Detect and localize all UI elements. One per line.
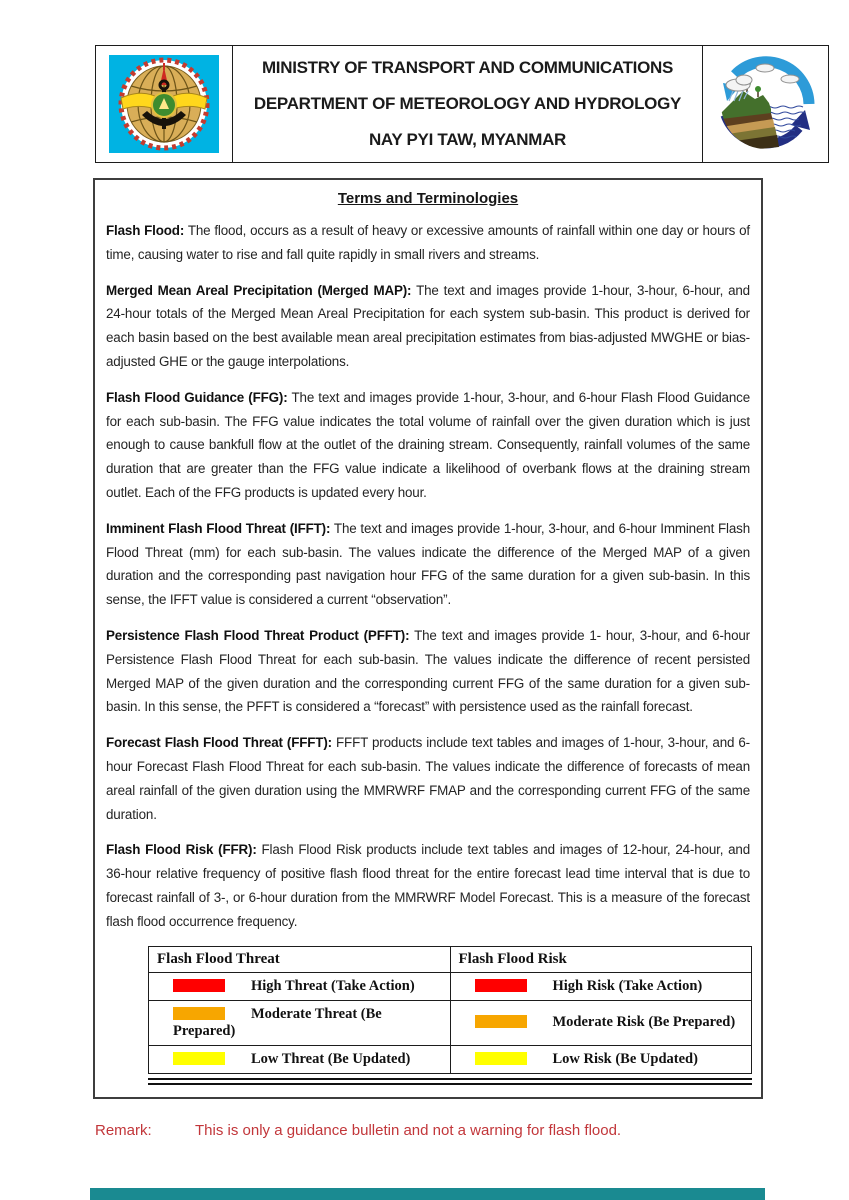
legend-table (148, 946, 752, 1074)
term-name: Merged Mean Areal Precipitation (Merged MAP): (106, 282, 412, 298)
city-line: NAY PYI TAW, MYANMAR (368, 130, 567, 149)
footer-bar (90, 1188, 765, 1200)
legend-label: High Risk (Take Action) (552, 977, 703, 994)
remark-line (95, 1122, 621, 1139)
legend-label: High Threat (Take Action) (251, 977, 415, 994)
term-paragraph-merged-map (106, 279, 750, 374)
term-definition: FFFT products include text tables and images of 1-hour, 3-hour, and 6-hour Forecast Flash Flood Threat for each sub-basin. The values indicate the difference of forecasts of mean areal rainfall of the given duration using the MMRWRF FMAP and the corresponding current FFG of the same duration. (106, 735, 750, 822)
legend-label: Moderate Threat (Be Prepared) (173, 1005, 382, 1039)
hydrology-cycle-icon (713, 55, 819, 153)
high-risk-color-swatch (475, 979, 527, 992)
term-name: Flash Flood: (106, 223, 185, 238)
ministry-logo-cell (96, 46, 233, 162)
table-bottom-rule (148, 1078, 752, 1085)
dmh-emblem-icon (109, 55, 219, 153)
term-definition: The text and images provide 1-hour, 3-hour, and 6-hour Imminent Flash Flood Threat (mm) for each sub-basin. The values indicate the difference of the Merged MAP of a given duration and the corresponding past navigation hour FFG of the same duration for a given sub-basin. In this sense, the IFFT value is considered a current “observation”. (106, 520, 750, 608)
moderate-threat-color-swatch (173, 1007, 225, 1020)
term-paragraph-ffft (106, 731, 750, 826)
term-paragraph-pfft (106, 624, 750, 719)
hydrology-logo-cell (702, 46, 828, 162)
legend-header-threat: Flash Flood Threat (149, 946, 451, 972)
term-definition: The text and images provide 1- hour, 3-hour, and 6-hour Persistence Flash Flood Threat for each sub-basin. The values indicate the difference of recent persisted Merged MAP of the given duration and the corresponding current FFG of the same duration for a given sub-basin. In this sense, the PFFT is considered a “forecast” with persistence used as the rainfall forecast. (106, 627, 750, 715)
term-name: Flash Flood Guidance (FFG): (106, 389, 288, 405)
term-name: Flash Flood Risk (FFR): (106, 842, 257, 858)
low-threat-color-swatch (173, 1052, 225, 1065)
page-title: Terms and Terminologies (337, 190, 519, 207)
remark-label: Remark: (95, 1122, 152, 1139)
legend-label: Moderate Risk (Be Prepared) (552, 1014, 736, 1031)
legend-row-low (149, 1045, 752, 1073)
term-paragraph-flash-flood (106, 219, 750, 267)
term-name: Forecast Flash Flood Threat (FFFT): (106, 735, 332, 751)
term-definition: The text and images provide 1-hour, 3-hour, and 6-hour Flash Flood Guidance for each sub-basin. The FFG value indicates the total volume of rainfall over the given duration which is just enough to cause bankfull flow at the outlet of the draining stream. Consequently, rainfall volumes of the same duration that are greater than the FFG value indicate a likelihood of overbank flows at the draining stream outlet. Each of the FFG products is updated every hour. (106, 389, 750, 500)
high-threat-color-swatch (173, 979, 225, 992)
remark-text: This is only a guidance bulletin and not a warning for flash flood. (195, 1122, 622, 1139)
legend-row-moderate (149, 1000, 752, 1045)
legend-header-risk: Flash Flood Risk (450, 946, 752, 972)
low-risk-color-swatch (475, 1052, 527, 1065)
term-paragraph-ffr (106, 838, 750, 933)
legend-label: Low Risk (Be Updated) (552, 1050, 698, 1067)
letterhead-title (233, 46, 702, 162)
letterhead (95, 45, 829, 163)
legend-label: Low Threat (Be Updated) (251, 1050, 411, 1067)
moderate-risk-color-swatch (475, 1015, 527, 1028)
ministry-line: MINISTRY OF TRANSPORT AND COMMUNICATIONS (261, 58, 674, 77)
legend-row-high (149, 972, 752, 1000)
term-name: Persistence Flash Flood Threat Product (PFFT): (106, 627, 410, 643)
term-definition: The text and images provide 1-hour, 3-hour, 6-hour, and 24-hour totals of the Merged Mean Areal Precipitation for each system sub-basin. This product is derived for each basin based on the best available mean areal precipitation estimates from bias-adjusted MWGHE or bias-adjusted GHE or the gauge interpolations. (106, 282, 750, 369)
term-definition: Flash Flood Risk products include text tables and images of 12-hour, 24-hour, and 36-hour relative frequency of positive flash flood threat for the entire forecast lead time interval that is due to forecast rainfall of 3-, or 6-hour duration from the MMRWRF Model Forecast. This is a measure of the forecast flash flood occurrence frequency. (106, 842, 751, 929)
term-name: Imminent Flash Flood Threat (IFFT): (106, 520, 331, 536)
term-paragraph-ifft (106, 517, 750, 612)
department-line: DEPARTMENT OF METEOROLOGY AND HYDROLOGY (253, 94, 682, 113)
term-paragraph-ffg (106, 386, 750, 505)
legend-header-row (149, 946, 752, 972)
term-definition: The flood, occurs as a result of heavy or excessive amounts of rainfall within one day or hours of time, causing water to rise and fall quite rapidly in small rivers and streams. (106, 223, 750, 262)
terms-section (93, 178, 763, 1099)
